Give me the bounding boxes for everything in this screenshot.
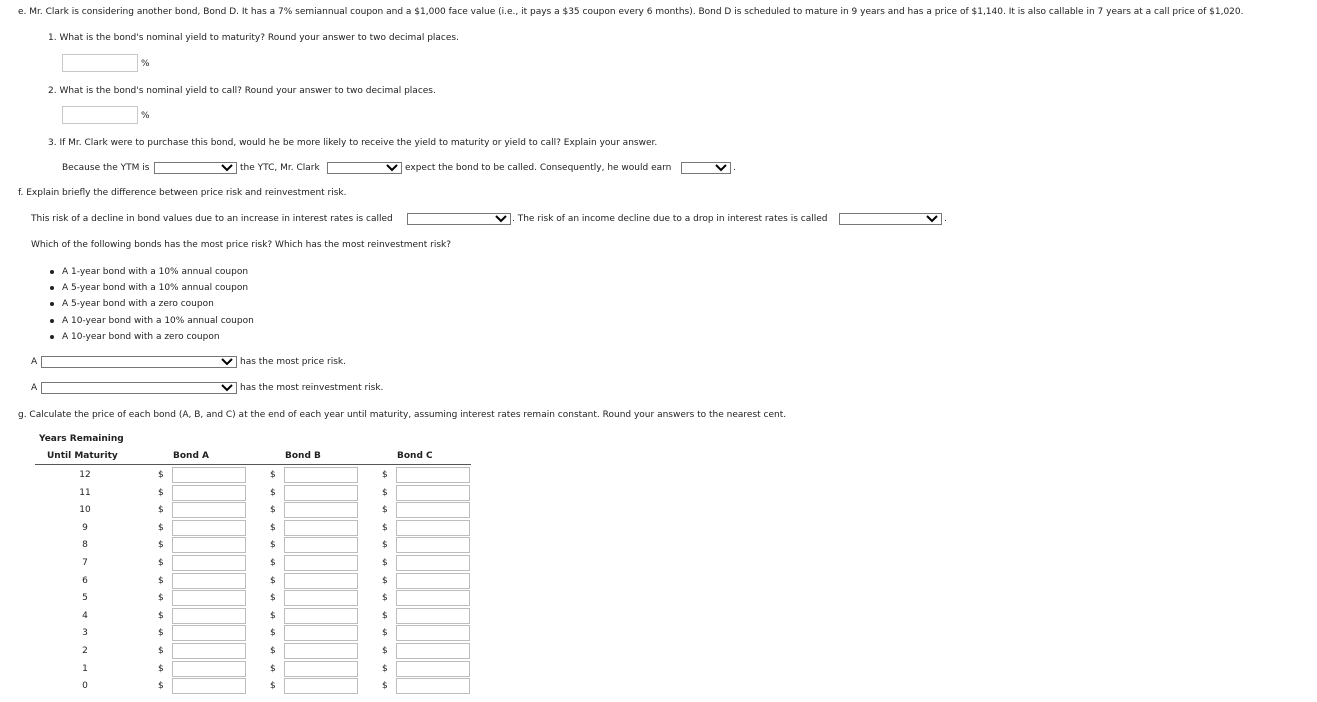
bond-a-price-input[interactable] [172,661,246,677]
currency-symbol: $ [158,681,164,691]
chevron-down-icon [220,163,234,173]
currency-symbol: $ [158,628,164,638]
currency-symbol: $ [158,593,164,603]
which-bond-question: Which of the following bonds has the most price risk? Which has the most reinvestment risk? [31,240,452,250]
part-f-intro: f. Explain briefly the difference between price risk and reinvestment risk. [18,188,347,198]
currency-symbol: $ [158,576,164,586]
years-header-line1: Years Remaining [39,434,124,444]
risk-sentence-a: This risk of a decline in bond values due to an increase in interest rates is called [31,214,393,224]
currency-symbol: $ [270,505,276,515]
currency-symbol: $ [382,628,388,638]
currency-symbol: $ [158,558,164,568]
currency-symbol: $ [382,664,388,674]
risk-sentence-b: . The risk of an income decline due to a drop in interest rates is called [512,214,828,224]
list-item: A 5-year bond with a 10% annual coupon [62,283,249,293]
years-remaining-cell: 5 [82,593,88,603]
bond-a-price-input[interactable] [172,678,246,694]
bond-a-price-input[interactable] [172,573,246,589]
bond-a-price-input[interactable] [172,625,246,641]
header-divider [35,464,131,465]
list-bullet [50,319,54,323]
list-bullet [50,335,54,339]
part-e-intro: e. Mr. Clark is considering another bond, Bond D. It has a 7% semiannual coupon and a $1,000 face value (i.e., it pays a $35 coupon every 6 months). Bond D is scheduled to mature in 9 years and has a price of $1,140. It is also callable in 7 years at a call price of $1,020. [18,7,1244,17]
answer-price-risk-prefix: A [31,357,38,367]
currency-symbol: $ [382,681,388,691]
bond-c-price-input[interactable] [396,467,470,483]
bond-c-price-input[interactable] [396,678,470,694]
risk-sentence-period: . [944,214,947,224]
chevron-down-icon [385,163,399,173]
list-bullet [50,302,54,306]
currency-symbol: $ [270,681,276,691]
q3-period: . [733,163,736,173]
currency-symbol: $ [270,558,276,568]
currency-symbol: $ [270,664,276,674]
bond-c-price-input[interactable] [396,643,470,659]
currency-symbol: $ [158,523,164,533]
q3-text-c: expect the bond to be called. Consequently, he would earn [405,163,672,173]
bond-c-price-input[interactable] [396,573,470,589]
currency-symbol: $ [382,576,388,586]
years-remaining-cell: 8 [82,540,88,550]
bond-c-price-input[interactable] [396,661,470,677]
ytc-unit: % [141,111,150,121]
years-remaining-cell: 6 [82,576,88,586]
list-item: A 1-year bond with a 10% annual coupon [62,267,249,277]
question-ytc: 2. What is the bond's nominal yield to call? Round your answer to two decimal places. [48,86,436,96]
currency-symbol: $ [382,523,388,533]
bond-c-header: Bond C [397,451,433,461]
bond-b-price-input[interactable] [284,537,358,553]
most-reinvestment-risk-select[interactable] [41,382,237,394]
list-bullet [50,286,54,290]
q3-text-b: the YTC, Mr. Clark [240,163,320,173]
bond-b-price-input[interactable] [284,643,358,659]
years-remaining-cell: 12 [79,470,91,480]
years-remaining-cell: 7 [82,558,88,568]
years-remaining-cell: 1 [82,664,88,674]
chevron-down-icon [220,357,234,367]
bond-a-price-input[interactable] [172,608,246,624]
question-likely-yield: 3. If Mr. Clark were to purchase this bond, would he be more likely to receive the yield to maturity or yield to call? Explain your answer. [48,138,658,148]
bond-a-price-input[interactable] [172,520,246,536]
currency-symbol: $ [158,664,164,674]
currency-symbol: $ [382,505,388,515]
currency-symbol: $ [382,593,388,603]
yield-earned-select[interactable] [681,162,731,174]
years-header-line2: Until Maturity [47,451,118,461]
currency-symbol: $ [382,470,388,480]
header-divider [131,464,471,465]
currency-symbol: $ [382,558,388,568]
ytc-input[interactable] [62,106,138,124]
bond-b-price-input[interactable] [284,608,358,624]
bond-b-price-input[interactable] [284,678,358,694]
currency-symbol: $ [158,505,164,515]
bond-a-header: Bond A [173,451,209,461]
bond-c-price-input[interactable] [396,608,470,624]
bond-c-price-input[interactable] [396,625,470,641]
ytm-unit: % [141,59,150,69]
currency-symbol: $ [382,540,388,550]
bond-c-price-input[interactable] [396,537,470,553]
years-remaining-cell: 0 [82,681,88,691]
currency-symbol: $ [158,540,164,550]
currency-symbol: $ [270,576,276,586]
years-remaining-cell: 11 [79,488,91,498]
bond-a-price-input[interactable] [172,643,246,659]
bond-b-price-input[interactable] [284,555,358,571]
answer-price-risk-suffix: has the most price risk. [240,357,346,367]
currency-symbol: $ [270,540,276,550]
currency-symbol: $ [158,488,164,498]
bond-c-price-input[interactable] [396,555,470,571]
bond-b-price-input[interactable] [284,573,358,589]
currency-symbol: $ [382,646,388,656]
bond-c-price-input[interactable] [396,590,470,606]
ytm-vs-ytc-select[interactable] [154,162,237,174]
answer-reinvest-risk-prefix: A [31,383,38,393]
chevron-down-icon [925,214,939,224]
bond-b-price-input[interactable] [284,520,358,536]
years-remaining-cell: 10 [79,505,91,515]
currency-symbol: $ [158,646,164,656]
currency-symbol: $ [270,488,276,498]
bond-b-price-input[interactable] [284,467,358,483]
bond-a-price-input[interactable] [172,555,246,571]
bond-b-price-input[interactable] [284,502,358,518]
bond-c-price-input[interactable] [396,502,470,518]
currency-symbol: $ [270,523,276,533]
years-remaining-cell: 9 [82,523,88,533]
bond-b-price-input[interactable] [284,590,358,606]
chevron-down-icon [494,214,508,224]
currency-symbol: $ [270,646,276,656]
question-ytm: 1. What is the bond's nominal yield to maturity? Round your answer to two decimal places. [48,33,459,43]
currency-symbol: $ [382,488,388,498]
bond-a-price-input[interactable] [172,502,246,518]
list-item: A 10-year bond with a 10% annual coupon [62,316,254,326]
currency-symbol: $ [270,628,276,638]
answer-reinvest-risk-suffix: has the most reinvestment risk. [240,383,384,393]
bond-b-header: Bond B [285,451,321,461]
bond-c-price-input[interactable] [396,485,470,501]
bond-b-price-input[interactable] [284,625,358,641]
currency-symbol: $ [270,611,276,621]
list-item: A 5-year bond with a zero coupon [62,299,214,309]
bond-a-price-input[interactable] [172,467,246,483]
bond-b-price-input[interactable] [284,485,358,501]
currency-symbol: $ [270,593,276,603]
bond-c-price-input[interactable] [396,520,470,536]
years-remaining-cell: 4 [82,611,88,621]
bond-a-price-input[interactable] [172,590,246,606]
reinvestment-risk-select[interactable] [839,213,942,225]
most-price-risk-select[interactable] [41,356,237,368]
years-remaining-cell: 2 [82,646,88,656]
currency-symbol: $ [158,611,164,621]
currency-symbol: $ [270,470,276,480]
bond-a-price-input[interactable] [172,485,246,501]
ytm-input[interactable] [62,54,138,72]
list-item: A 10-year bond with a zero coupon [62,332,220,342]
chevron-down-icon [714,163,728,173]
chevron-down-icon [220,383,234,393]
part-g-intro: g. Calculate the price of each bond (A, B, and C) at the end of each year until maturity, assuming interest rates remain constant. Round your answers to the nearest cent. [18,410,787,420]
currency-symbol: $ [158,470,164,480]
currency-symbol: $ [382,611,388,621]
q3-text-a: Because the YTM is [62,163,150,173]
bond-b-price-input[interactable] [284,661,358,677]
years-remaining-cell: 3 [82,628,88,638]
bond-a-price-input[interactable] [172,537,246,553]
clark-expectation-select[interactable] [327,162,402,174]
list-bullet [50,270,54,274]
price-risk-select[interactable] [407,213,511,225]
